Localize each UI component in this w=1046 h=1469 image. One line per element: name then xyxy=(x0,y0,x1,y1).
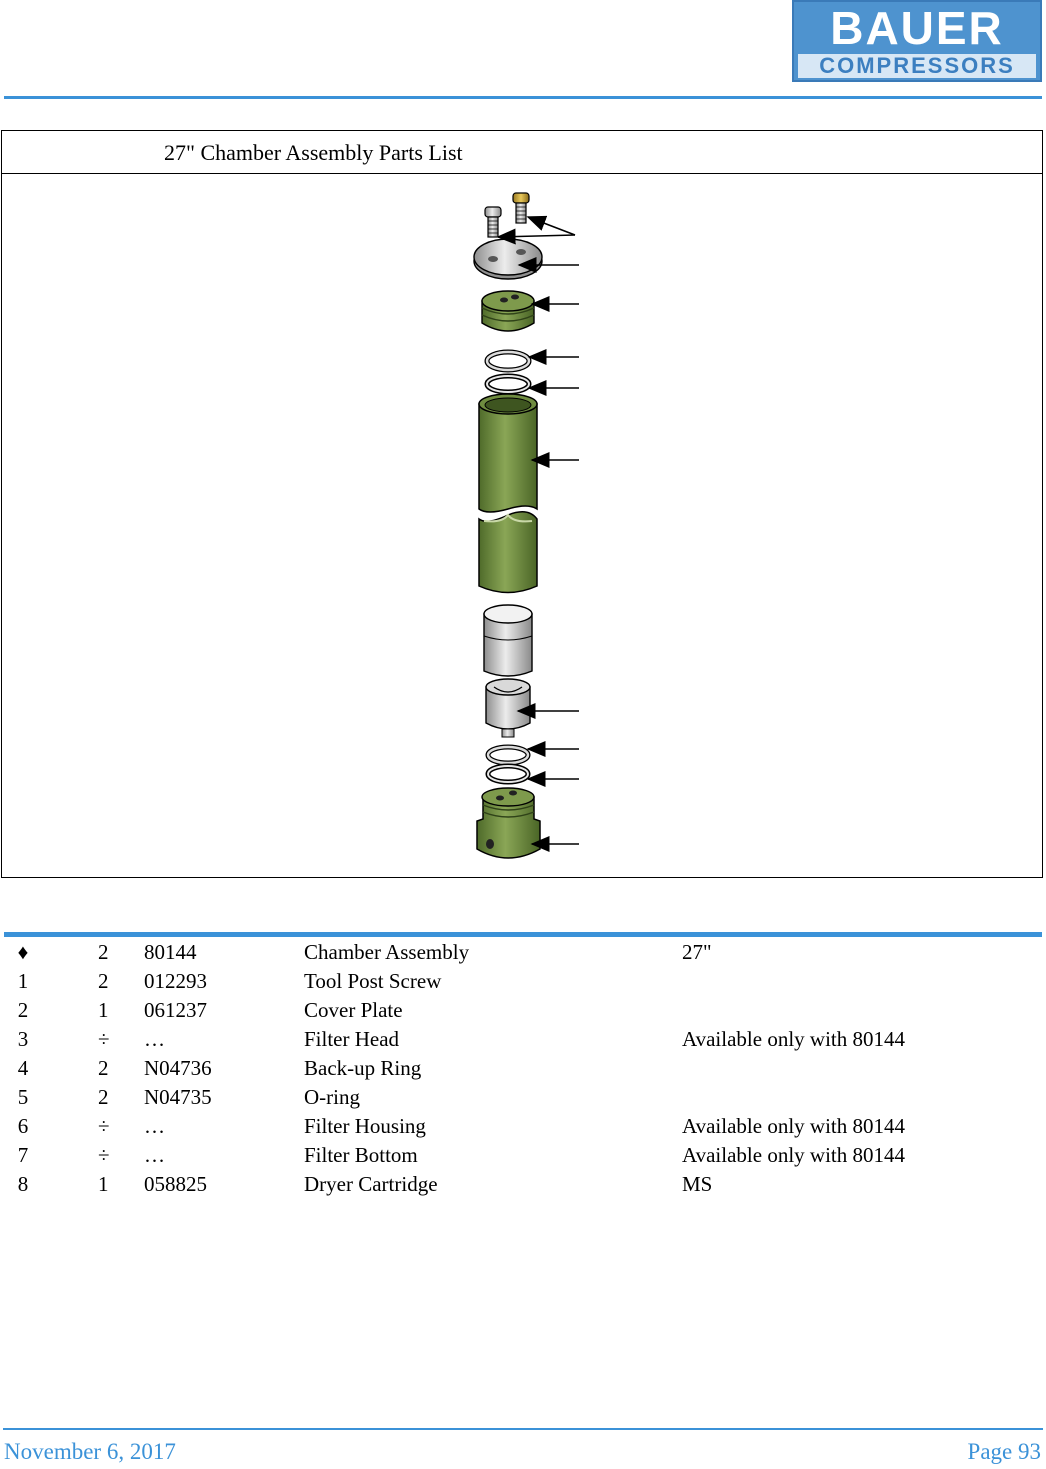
filter-housing xyxy=(479,394,537,593)
footer-date: November 6, 2017 xyxy=(4,1439,176,1464)
part-number-cell: … xyxy=(144,1027,165,1051)
quantity-cell: 1 xyxy=(98,998,109,1022)
part-number-cell: … xyxy=(144,1114,165,1138)
part-number-cell: 058825 xyxy=(144,1172,207,1196)
quantity-cell: 2 xyxy=(98,1056,109,1080)
description-cell: Chamber Assembly xyxy=(304,940,470,964)
quantity-cell: 2 xyxy=(98,969,109,993)
remarks-cell: MS xyxy=(682,1172,713,1196)
arrow-screw-1 xyxy=(528,217,575,235)
o-ring-lower xyxy=(488,766,528,782)
item-number-cell: 4 xyxy=(17,1056,29,1080)
description-cell: O-ring xyxy=(304,1085,360,1109)
parts-table xyxy=(0,938,1046,1199)
description-cell: Dryer Cartridge xyxy=(304,1172,438,1196)
description-cell: Filter Housing xyxy=(304,1114,426,1138)
table-row xyxy=(0,1141,1046,1170)
table-row xyxy=(0,1083,1046,1112)
remarks-cell: Available only with 80144 xyxy=(682,1027,905,1051)
item-number-cell: ♦ xyxy=(17,940,29,964)
description-cell: Tool Post Screw xyxy=(304,969,442,993)
item-number-cell: 1 xyxy=(17,969,29,993)
remarks-cell xyxy=(682,967,1046,996)
part-number-cell: N04736 xyxy=(144,1056,212,1080)
bauer-logo xyxy=(792,0,1042,82)
o-ring xyxy=(487,376,529,392)
item-number-cell: 3 xyxy=(17,1027,29,1051)
table-row xyxy=(0,1170,1046,1199)
part-number-cell: N04735 xyxy=(144,1085,212,1109)
item-number-cell: 5 xyxy=(17,1085,29,1109)
remarks-cell: Available only with 80144 xyxy=(682,1143,905,1167)
part-number-cell: 80144 xyxy=(144,940,197,964)
table-row xyxy=(0,996,1046,1025)
footer-rule xyxy=(3,1428,1043,1430)
table-row xyxy=(0,967,1046,996)
remarks-cell xyxy=(682,996,1046,1025)
remarks-cell xyxy=(682,1054,1046,1083)
table-row xyxy=(0,1025,1046,1054)
quantity-cell: 1 xyxy=(98,1172,109,1196)
item-number-cell: 7 xyxy=(17,1143,29,1167)
back-up-ring xyxy=(487,352,529,370)
item-number-cell: 8 xyxy=(17,1172,29,1196)
part-number-cell: 061237 xyxy=(144,998,207,1022)
logo-brand: BAUER xyxy=(830,2,1004,54)
remarks-cell xyxy=(682,1083,1046,1112)
back-up-ring-lower xyxy=(488,747,528,763)
arrow-screw-2 xyxy=(498,235,575,237)
description-cell: Back-up Ring xyxy=(304,1056,422,1080)
chamber-exploded-diagram xyxy=(2,131,1042,877)
remarks-cell: Available only with 80144 xyxy=(682,1114,905,1138)
table-row xyxy=(0,1112,1046,1141)
dryer-cartridge xyxy=(484,605,532,676)
tool-post-screw xyxy=(485,193,529,237)
part-number-cell: 012293 xyxy=(144,969,207,993)
description-cell: Filter Head xyxy=(304,1027,400,1051)
footer-page-number: Page 93 xyxy=(967,1439,1041,1464)
filter-head xyxy=(482,291,534,331)
figure-title: 27" Chamber Assembly Parts List xyxy=(164,140,463,165)
quantity-cell: 2 xyxy=(98,940,109,964)
table-row xyxy=(0,938,1046,967)
table-rule xyxy=(4,932,1042,937)
filter-bottom-insert xyxy=(486,679,530,737)
quantity-cell: ÷ xyxy=(98,1027,110,1051)
exploded-view-figure xyxy=(1,130,1043,878)
header-rule xyxy=(4,96,1042,99)
item-number-cell: 6 xyxy=(17,1114,29,1138)
part-number-cell: … xyxy=(144,1143,165,1167)
logo-subtitle: COMPRESSORS xyxy=(798,54,1036,78)
description-cell: Filter Bottom xyxy=(304,1143,418,1167)
table-row xyxy=(0,1054,1046,1083)
filter-bottom xyxy=(477,788,540,858)
cover-plate xyxy=(474,239,542,279)
item-number-cell: 2 xyxy=(17,998,29,1022)
quantity-cell: ÷ xyxy=(98,1114,110,1138)
quantity-cell: ÷ xyxy=(98,1143,110,1167)
description-cell: Cover Plate xyxy=(304,998,403,1022)
quantity-cell: 2 xyxy=(98,1085,109,1109)
remarks-cell: 27" xyxy=(682,940,712,964)
